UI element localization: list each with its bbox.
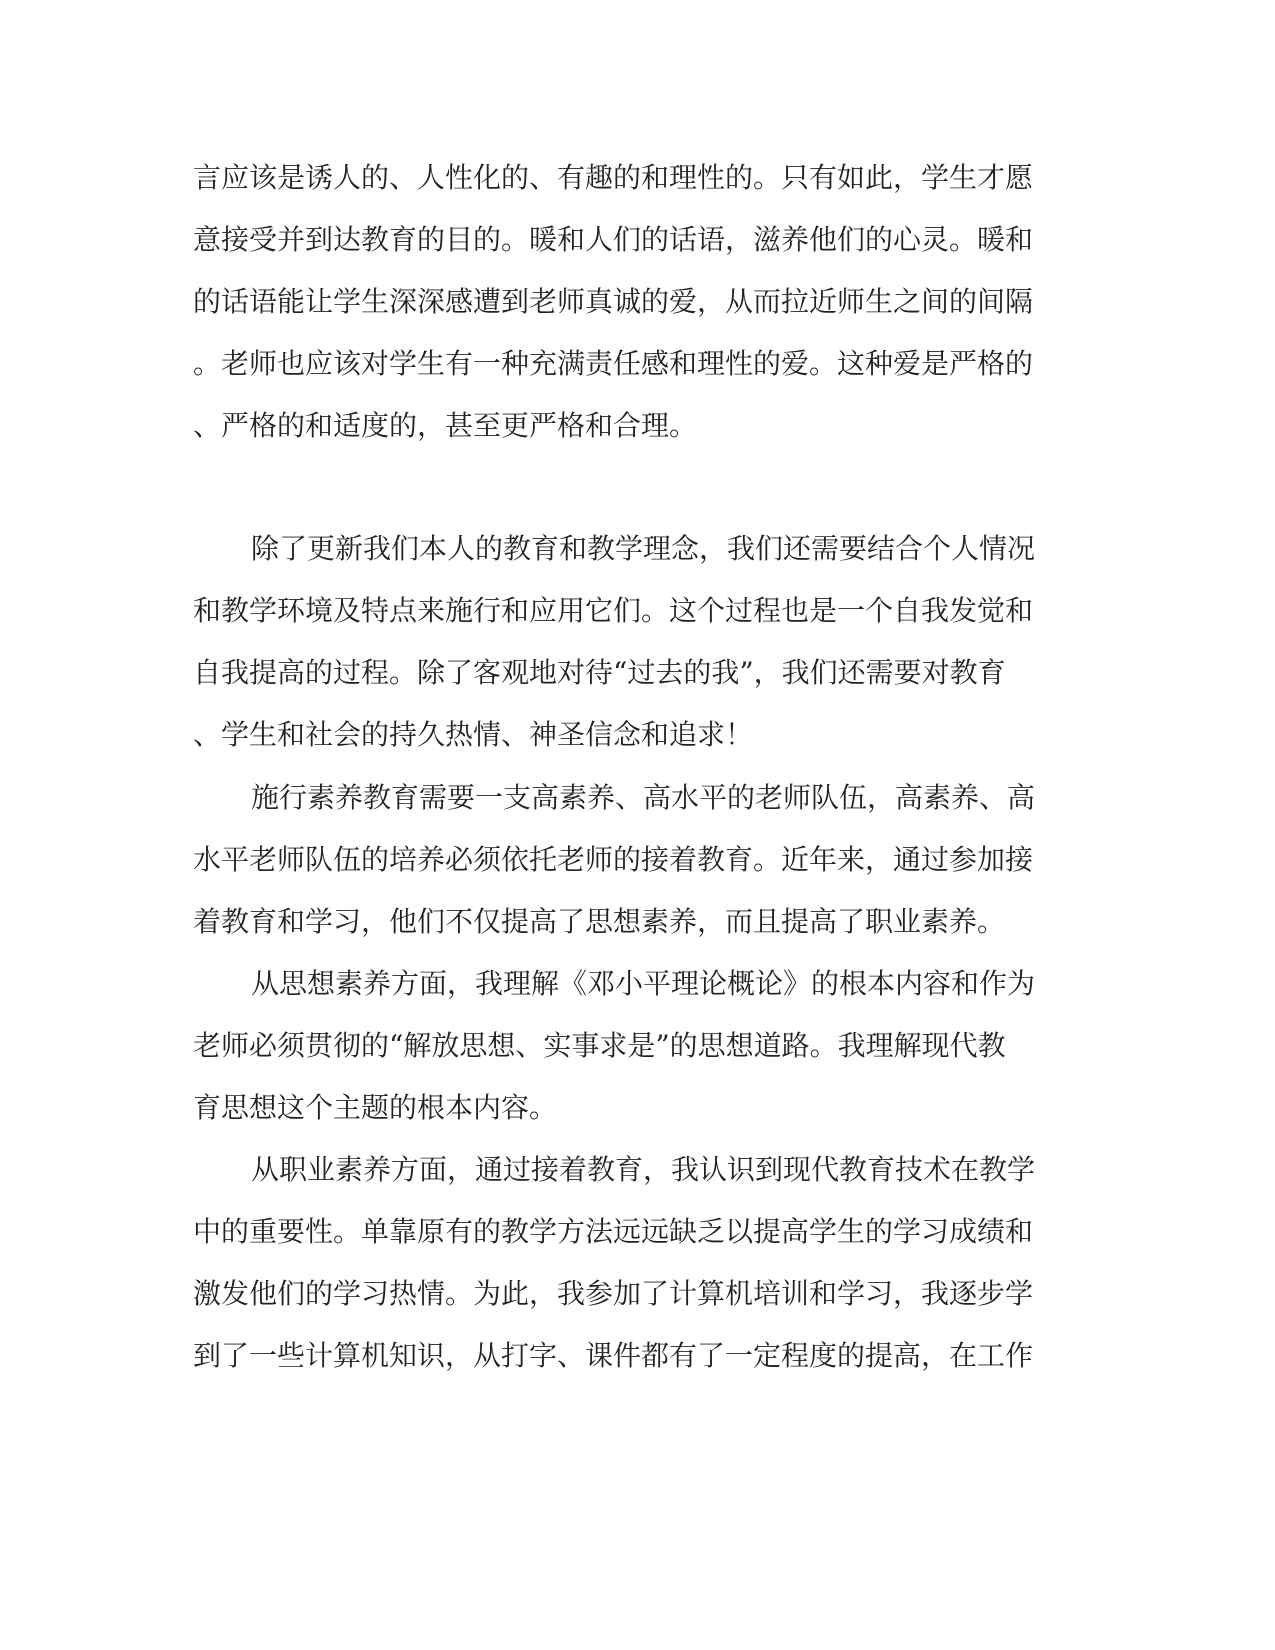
text-line: 。老师也应该对学生有一种充满责任感和理性的爱。这种爱是严格的 <box>193 347 1034 380</box>
text-line: 自我提高的过程。除了客观地对待“过去的我”，我们还需要对教育 <box>193 656 1006 689</box>
text-line: 的话语能让学生深深感遭到老师真诚的爱，从而拉近师生之间的间隔 <box>193 285 1034 318</box>
text-line: 育思想这个主题的根本内容。 <box>193 1091 558 1124</box>
text-line: 、严格的和适度的，甚至更严格和合理。 <box>193 409 698 442</box>
text-line: 言应该是诱人的、人性化的、有趣的和理性的。只有如此，学生才愿 <box>193 161 1034 194</box>
text-line: 水平老师队伍的培养必须依托老师的接着教育。近年来，通过参加接 <box>193 843 1034 876</box>
text-line: 除了更新我们本人的教育和教学理念，我们还需要结合个人情况 <box>251 532 1036 565</box>
text-line: 和教学环境及特点来施行和应用它们。这个过程也是一个自我发觉和 <box>193 594 1034 627</box>
text-line: 激发他们的学习热情。为此，我参加了计算机培训和学习，我逐步学 <box>193 1277 1034 1310</box>
text-line: 从思想素养方面，我理解《邓小平理论概论》的根本内容和作为 <box>251 967 1036 1000</box>
text-line: 老师必须贯彻的“解放思想、实事求是”的思想道路。我理解现代教 <box>193 1029 1006 1062</box>
text-line: 中的重要性。单靠原有的教学方法远远缺乏以提高学生的学习成绩和 <box>193 1215 1034 1248</box>
text-line: 施行素养教育需要一支高素养、高水平的老师队伍，高素养、高 <box>251 781 1036 814</box>
text-line: 着教育和学习，他们不仅提高了思想素养，而且提高了职业素养。 <box>193 905 1006 938</box>
text-line: 、学生和社会的持久热情、神圣信念和追求！ <box>193 718 754 751</box>
text-line: 到了一些计算机知识，从打字、课件都有了一定程度的提高，在工作 <box>193 1339 1034 1372</box>
text-line: 意接受并到达教育的目的。暖和人们的话语，滋养他们的心灵。暖和 <box>193 223 1034 256</box>
text-line: 从职业素养方面，通过接着教育，我认识到现代教育技术在教学 <box>251 1153 1036 1186</box>
